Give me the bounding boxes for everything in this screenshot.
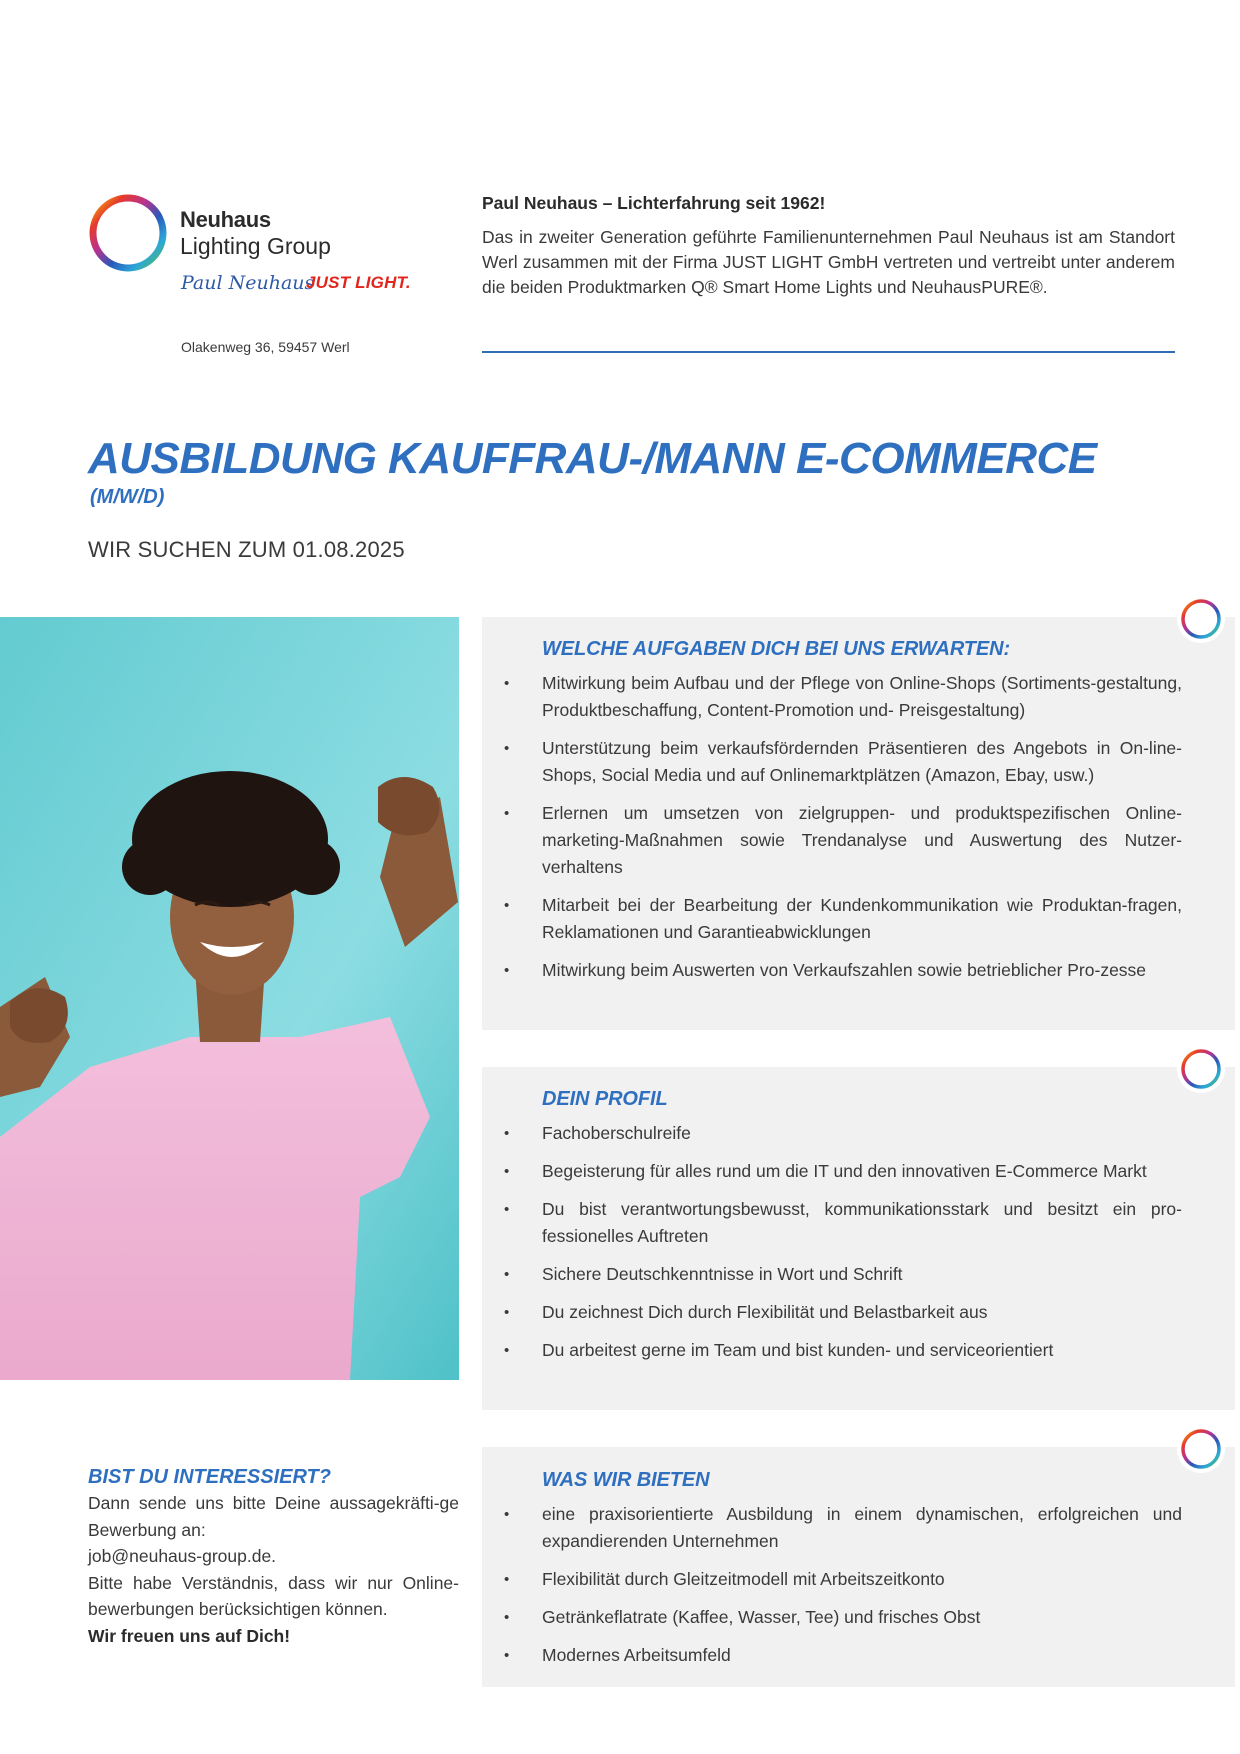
contact-heading: BIST DU INTERESSIERT?: [88, 1466, 331, 1488]
logo-subtitle: Lighting Group: [180, 233, 331, 259]
offer-heading: WAS WIR BIETEN: [542, 1469, 710, 1491]
job-title: AUSBILDUNG KAUFFRAU-/MANN E-COMMERCE: [88, 434, 1097, 483]
list-item: • Mitwirkung beim Aufbau und der Pflege von Online-Shops (Sortiments-gestaltung, Produktbeschaffung, Content-Promotion und- Preisgestaltung): [482, 670, 1182, 724]
list-item: • Mitwirkung beim Auswerten von Verkaufszahlen sowie betrieblicher Pro-zesse: [482, 957, 1182, 984]
divider: [482, 351, 1175, 353]
tasks-heading: WELCHE AUFGABEN DICH BEI UNS ERWARTEN:: [542, 638, 1011, 660]
list-item: • Unterstützung beim verkaufsfördernden Präsentieren des Angebots in On-line-Shops, Social Media und auf Onlinemarktplätzen (Amazon, Ebay, usw.): [482, 735, 1182, 789]
contact-block: [88, 1464, 459, 1649]
job-gender-note: (M/W/D): [90, 486, 165, 508]
profile-heading: DEIN PROFIL: [542, 1088, 668, 1110]
list-item: • Du zeichnest Dich durch Flexibilität und Belastbarkeit aus: [482, 1299, 1182, 1326]
list-item: • eine praxisorientierte Ausbildung in einem dynamischen, erfolgreichen und expandierenden Unternehmen: [482, 1501, 1182, 1555]
contact-line-2: Bitte habe Verständnis, dass wir nur Online-bewerbungen berücksichtigen können.: [88, 1572, 459, 1619]
hero-photo: [0, 617, 459, 1380]
list-item: • Mitarbeit bei der Bearbeitung der Kundenkommunikation wie Produktan-fragen, Reklamationen und Garantieabwicklungen: [482, 892, 1182, 946]
intro-title: Paul Neuhaus – Lichterfahrung seit 1962!: [482, 193, 826, 213]
list-item: • Fachoberschulreife: [482, 1120, 1182, 1147]
brand-just-light: JUST LIGHT.: [306, 273, 411, 292]
intro-text: Das in zweiter Generation geführte Familienunternehmen Paul Neuhaus ist am Standort Werl zusammen mit der Firma JUST LIGHT GmbH vertreten und vertreibt unter anderem die beiden Produktmarken Q® Smart Home Lights und NeuhausPURE®.: [482, 227, 1175, 297]
contact-email[interactable]: job@neuhaus-group.de.: [88, 1546, 277, 1566]
list-item: • Erlernen um umsetzen von zielgruppen- und produktspezifischen Online-marketing-Maßnahmen sowie Trendanalyse und Auswertung des Nutzer-verhaltens: [482, 800, 1182, 881]
offer-list: [482, 1501, 1182, 1680]
list-item: • Du arbeitest gerne im Team und bist kunden- und serviceorientiert: [482, 1337, 1182, 1364]
list-item: • Begeisterung für alles rund um die IT und den innovativen E-Commerce Markt: [482, 1158, 1182, 1185]
rainbow-ring-logo-icon: [88, 193, 168, 273]
tasks-list: [482, 670, 1182, 995]
company-address: Olakenweg 36, 59457 Werl: [181, 339, 350, 355]
logo-name: Neuhaus: [180, 207, 271, 232]
contact-closing: Wir freuen uns auf Dich!: [88, 1625, 291, 1646]
tasks-panel: [482, 617, 1235, 1030]
list-item: • Flexibilität durch Gleitzeitmodell mit Arbeitszeitkonto: [482, 1566, 1182, 1593]
list-item: • Du bist verantwortungsbewusst, kommunikationsstark und besitzt ein pro-fessionelles Auftreten: [482, 1196, 1182, 1250]
list-item: • Sichere Deutschkenntnisse in Wort und Schrift: [482, 1261, 1182, 1288]
rainbow-ring-icon: [1177, 595, 1225, 643]
brand-paul-neuhaus: Paul Neuhaus: [181, 272, 315, 294]
offer-panel: [482, 1447, 1235, 1687]
intro-block: [482, 191, 1175, 300]
profile-list: [482, 1120, 1182, 1375]
rainbow-ring-icon: [1177, 1045, 1225, 1093]
profile-panel: [482, 1067, 1235, 1410]
list-item: • Modernes Arbeitsumfeld: [482, 1642, 1182, 1669]
rainbow-ring-icon: [1177, 1425, 1225, 1473]
company-logo: [88, 193, 428, 363]
list-item: • Getränkeflatrate (Kaffee, Wasser, Tee) und frisches Obst: [482, 1604, 1182, 1631]
contact-line-1: Dann sende uns bitte Deine aussagekräfti-ge Bewerbung an:: [88, 1493, 459, 1540]
start-date: WIR SUCHEN ZUM 01.08.2025: [88, 537, 405, 562]
